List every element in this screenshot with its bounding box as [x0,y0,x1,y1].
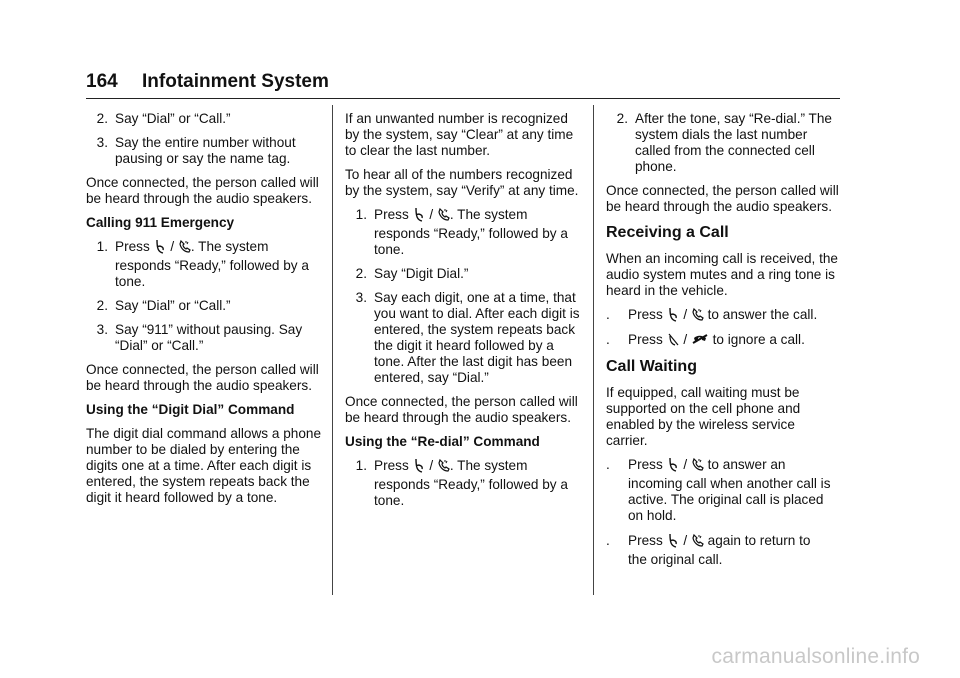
section-heading: Call Waiting [606,358,697,375]
column-3 [606,111,840,577]
push-to-talk-icon [413,458,426,473]
mute-talk-icon [667,332,680,347]
list-item: 1. Press / . The system responds “Ready,” followed by a tone. [355,458,568,508]
bullet-item: . Press / again to return to the original call. [606,533,811,567]
section-title: Infotainment System [142,71,329,92]
column-1 [86,111,322,514]
paragraph: If equipped, call waiting must be supported on the cell phone and enabled by the wireless service carrier. [606,385,801,448]
list-item: 3. Say each digit, one at a time, that you want to dial. After each digit is entered, the system repeats back the digit it heard followed by a tone. After the last digit has been entered, say “Dial.” [355,290,580,385]
list-item: 3. Say “911” without pausing. Say “Dial” or “Call.” [96,322,303,353]
column-divider [332,105,333,595]
push-to-talk-icon [667,533,680,548]
paragraph: Once connected, the person called will be heard through the audio speakers. [86,362,319,393]
list-item: 1. Press / . The system responds “Ready,” followed by a tone. [96,239,309,289]
push-to-talk-icon [154,239,167,254]
list-item: 3. Say the entire number without pausing or say the name tag. [96,135,296,166]
phone-icon [437,458,450,473]
phone-icon [178,239,191,254]
paragraph: If an unwanted number is recognized by the system, say “Clear” at any time to clear the last number. [345,111,574,158]
subheading: Calling 911 Emergency [86,215,235,230]
bullet-item: . Press / to ignore a call. [606,332,805,347]
subheading: Using the “Re-dial” Command [345,434,540,449]
phone-icon [691,533,704,548]
bullet-item: . Press / to answer the call. [606,307,818,322]
push-to-talk-icon [667,307,680,322]
paragraph: Once connected, the person called will be heard through the audio speakers. [606,183,839,214]
paragraph: Once connected, the person called will be heard through the audio speakers. [86,175,319,206]
phone-icon [691,457,704,472]
paragraph: The digit dial command allows a phone number to be dialed by entering the digits one at a time. After each digit is entered, the system repeats back the digit it heard followed by a tone. [86,426,322,505]
page-header [86,71,329,93]
list-item: 2. After the tone, say “Re-dial.” The system dials the last number called from the connected cell phone. [616,111,832,174]
list-item: 2. Say “Digit Dial.” [355,266,469,281]
hang-up-icon [691,332,709,347]
column-2 [345,111,581,517]
phone-icon [437,207,450,222]
push-to-talk-icon [413,207,426,222]
page-number: 164 [86,71,118,92]
list-item: 1. Press / . The system responds “Ready,” followed by a tone. [355,207,568,257]
watermark: carmanualsonline.info [711,645,920,668]
paragraph: To hear all of the numbers recognized by the system, say “Verify” at any time. [345,167,579,198]
bullet-item: . Press / to answer an incoming call when another call is active. The original call is placed on hold. [606,457,831,523]
subheading: Using the “Digit Dial” Command [86,402,295,417]
list-item: 2. Say “Dial” or “Call.” [96,298,231,313]
paragraph: When an incoming call is received, the audio system mutes and a ring tone is heard in the vehicle. [606,251,838,298]
header-rule [86,98,840,99]
column-divider [593,105,594,595]
section-heading: Receiving a Call [606,224,729,241]
push-to-talk-icon [667,457,680,472]
list-item: 2. Say “Dial” or “Call.” [96,111,231,126]
phone-icon [691,307,704,322]
paragraph: Once connected, the person called will be heard through the audio speakers. [345,394,578,425]
